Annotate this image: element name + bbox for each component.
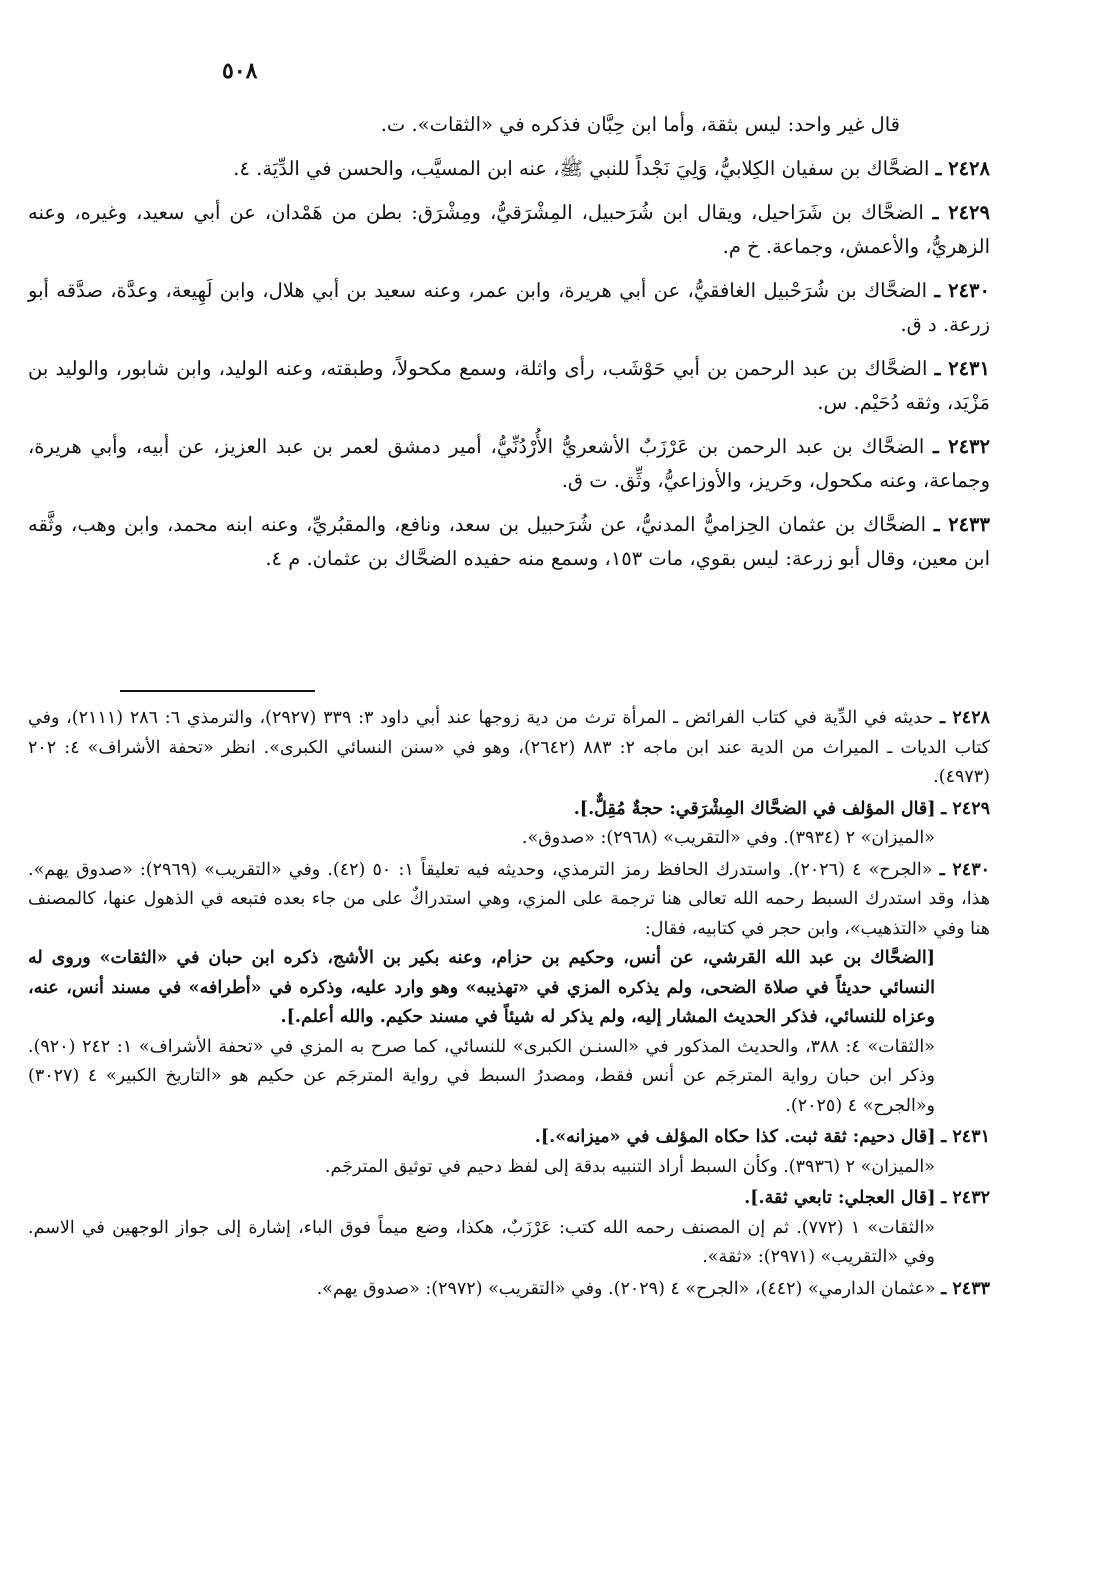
note-number: ٢٤٣٠ ـ	[939, 859, 990, 880]
entry-text: الضحَّاك بن شُرَحْبيل الغافقيُّ، عن أبي هريرة، وابن عمر، وعنه سعيد بن أبي هلال، وابن لَهِيعة، وعدَّة، صدَّقه أبو زرعة. د ق.	[28, 279, 990, 336]
note-quote: [قال العجلي: تابعي ثقة.].	[744, 1188, 936, 1208]
page-number: ٥٠٨	[222, 58, 258, 84]
note-number: ٢٤٢٩ ـ	[941, 798, 990, 819]
entry-number: ٢٤٣٠ ـ	[934, 279, 990, 302]
footnotes	[28, 704, 990, 1306]
note-text: «الجرح» ٤ (٢٠٢٦). واستدرك الحافظ رمز الترمذي، وحديثه فيه تعليقاً ١: ٥٠ (٤٢). وفي «التقريب» (٢٩٦٩): «صدوق يهم». هذا، وقد استدرك السبط رحمه الله تعالى هنا ترجمة على المزي، وهي استدراكٌ على من جاء بعده فتبعه في الذهول عنها، كالمصنف هنا وفي «التذهيب»، وابن حجر في كتابيه، فقال:	[28, 859, 990, 939]
note-number: ٢٤٣١ ـ	[941, 1127, 990, 1147]
note-number: ٢٤٢٨ ـ	[939, 708, 990, 728]
note-number: ٢٤٣٣ ـ	[941, 1278, 990, 1299]
entry-2432	[28, 430, 990, 498]
note-2430	[28, 856, 990, 1122]
entry-2433	[28, 508, 990, 576]
entry-number: ٢٤٢٩ ـ	[932, 201, 990, 224]
entry-number: ٢٤٣١ ـ	[934, 357, 990, 380]
entry-text: الضحَّاك بن عبد الرحمن بن عَرْزَبٌ الأشعريُّ الأُرْدُنِّيُّ، أمير دمشق لعمر بن عبد العزيز، عن أبيه، وأبي هريرة، وجماعة، وعنه مكحول، وحَريز، والأوزاعيُّ، وثِّق. ت ق.	[28, 435, 990, 492]
note-quote: [قال المؤلف في الضحَّاك المِشْرَقي: حجةٌ مُقِلٌّ.].	[573, 798, 936, 819]
entry-number: ٢٤٢٨ ـ	[935, 157, 990, 180]
note-text: «عثمان الدارمي» (٤٤٢)، «الجرح» ٤ (٢٠٢٩). وفي «التقريب» (٢٩٧٢): «صدوق يهم».	[316, 1278, 936, 1299]
note-2428	[28, 704, 990, 793]
entry-text: الضحَّاك بن عثمان الحِزاميُّ المدنيُّ، عن شُرَحبيل بن سعد، ونافع، والمقبُريِّ، وعنه ابنه محمد، وابن وهب، وثَّقه ابن معين، وقال أبو زرعة: ليس بقوي، مات ١٥٣، وسمع منه حفيده الضحَّاك بن عثمان. م ٤.	[28, 513, 990, 570]
entry-text: الضحَّاك بن شَرَاحيل، ويقال ابن شُرَحبيل، المِشْرَقيُّ، ومِشْرَق: بطن من هَمْدان، عن أبي سعيد، وغيره، وعنه الزهريُّ، والأعمش، وجماعة. خ م.	[28, 201, 990, 258]
entry-2431	[28, 352, 990, 420]
note-2429	[28, 795, 990, 854]
note-number: ٢٤٣٢ ـ	[941, 1188, 990, 1208]
note-2431	[28, 1123, 990, 1182]
main-text	[28, 108, 990, 586]
intro-line: قال غير واحد: ليس بثقة، وأما ابن حِبَّان فذكره في «الثقات». ت.	[380, 113, 900, 136]
footnote-divider	[120, 690, 315, 692]
entry-number: ٢٤٣٢ ـ	[933, 435, 990, 458]
note-quote: [قال دحيم: ثقة ثبت. كذا حكاه المؤلف في «ميزانه».].	[534, 1127, 936, 1147]
entry-2430	[28, 274, 990, 342]
note-text: حديثه في الدِّية في كتاب الفرائض ـ المرأة ترث من دية زوجها عند أبي داود ٣: ٣٣٩ (٢٩٢٧)، والترمذي ٦: ٢٨٦ (٢١١١)، وفي كتاب الديات ـ الميراث من الدية عند ابن ماجه ٢: ٨٨٣ (٢٦٤٢)، وهو في «سنن النسائي الكبرى». انظر «تحفة الأشراف» ٤: ٢٠٢ (٤٩٧٣).	[28, 708, 991, 787]
entry-2428	[28, 152, 990, 186]
note-quote: [الضحَّاك بن عبد الله القرشي، عن أنس، وحكيم بن حزام، وعنه بكير بن الأشج، ذكره ابن حبان في «الثقات» وروى له النسائي حديثاً في صلاة الضحى، ولم يذكره المزي في «تهذيبه» وهو وارد عليه، وذكره في «أطرافه» في مسند أنس، عنه، وعزاه للنسائي، فذكر الحديث المشار إليه، ولم يذكر له شيئاً في مسند حكيم. والله أعلم.].	[28, 948, 935, 1027]
entry-number: ٢٤٣٣ ـ	[933, 513, 990, 536]
entry-text: الضحَّاك بن سفيان الكِلابيُّ، وَلِيَ نَجْداً للنبي ﷺ، عنه ابن المسيَّب، والحسن في الدِّيَة. ٤.	[233, 157, 930, 180]
note-continuation: «الثقات» ١ (٧٧٢). ثم إن المصنف رحمه الله كتب: عَرْزَبٌ، هكذا، وضع ميماً فوق الباء، إشارة إلى جواز الوجهين في الاسم. وفي «التقريب» (٢٩٧١): «ثقة».	[28, 1217, 936, 1267]
note-continuation: «الثقات» ٤: ٣٨٨، والحديث المذكور في «السنـن الكبرى» للنسائي، كما صرح به المزي في «تحفة الأشراف» ١: ٢٤٢ (٩٢٠). وذكر ابن حبان رواية المترجَم عن أنس فقط، ومصدرُ السبط في رواية المترجَم عن حكيم هو «التاريخ الكبير» ٤ (٣٠٢٧) و«الجرح» ٤ (٢٠٢٥).	[28, 1036, 935, 1116]
entry-text: الضحَّاك بن عبد الرحمن بن أبي حَوْشَب، رأى واثلة، وسمع مكحولاً، وطبقته، وعنه الوليد، وابن شابور، والوليد بن مَزْيَد، وثقه دُحَيْم. س.	[28, 357, 990, 414]
note-continuation: «الميزان» ٢ (٣٩٣٦). وكأن السبط أراد التنبيه بدقة إلى لفظ دحيم في توثيق المترجَم.	[324, 1156, 935, 1177]
note-continuation: «الميزان» ٢ (٣٩٣٤). وفي «التقريب» (٢٩٦٨): «صدوق».	[521, 828, 935, 848]
entry-2429	[28, 196, 990, 264]
note-2433	[28, 1275, 990, 1305]
note-2432	[28, 1184, 990, 1273]
